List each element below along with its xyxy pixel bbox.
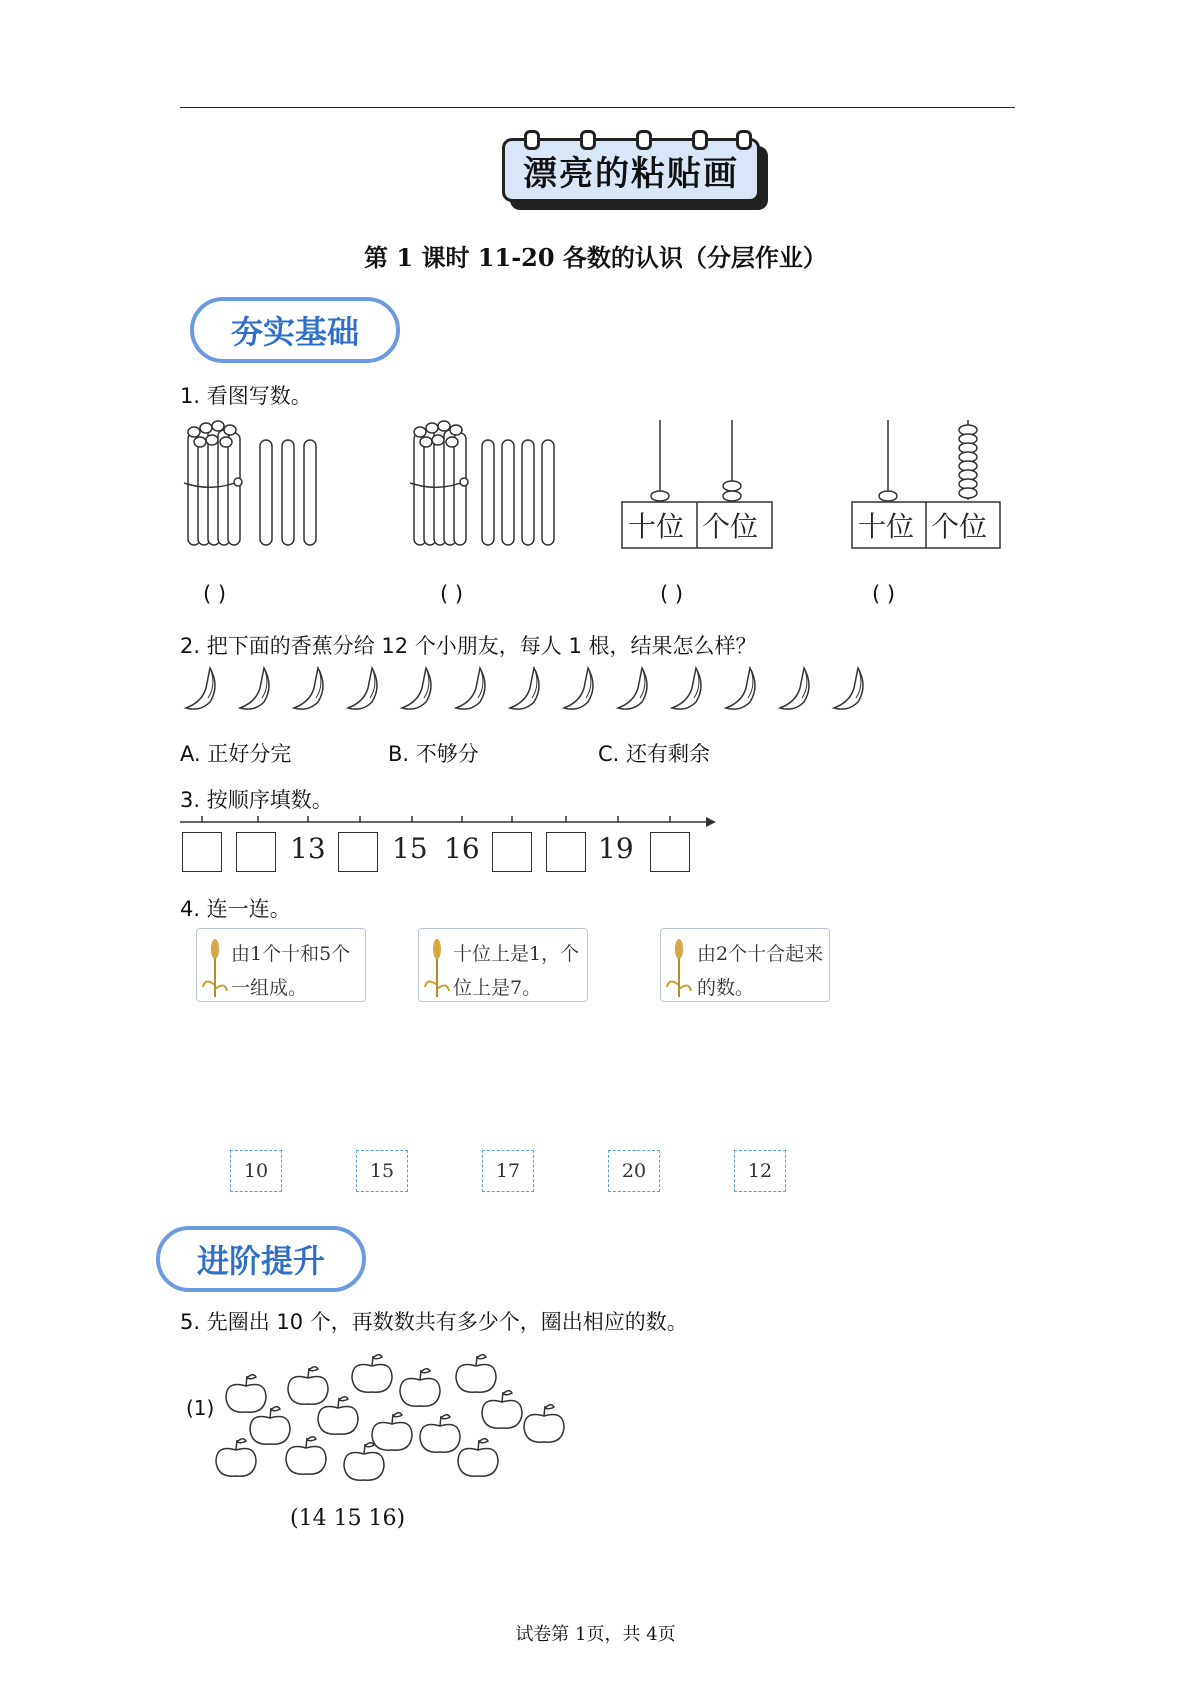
apple-icon [226, 1375, 266, 1412]
sequence-row [182, 832, 702, 876]
stick-bundle-2-icon [410, 421, 554, 545]
match-card-3[interactable] [660, 928, 830, 1002]
apple-icon [352, 1355, 392, 1392]
unit-title-banner [502, 138, 770, 212]
match-number-1[interactable]: 10 [230, 1150, 282, 1192]
apple-icon [400, 1369, 440, 1406]
abacus-1-icon [622, 420, 772, 548]
wheat-icon [665, 937, 693, 999]
q4-prompt: 4. 连一连。 [180, 897, 291, 921]
match-number-3[interactable]: 17 [482, 1150, 534, 1192]
abacus-1-ones-label: 个位 [702, 510, 759, 543]
lesson-title: 第 1 课时 11-20 各数的认识（分层作业） [364, 243, 827, 272]
q2-prompt: 2. 把下面的香蕉分给 12 个小朋友，每人 1 根，结果怎么样？ [180, 634, 757, 658]
banana-icon [834, 668, 863, 709]
single-sticks-4-icon [260, 440, 316, 545]
q1-answer-blank-2[interactable]: ( ) [440, 582, 464, 606]
banana-row [180, 664, 880, 714]
apple-group [210, 1338, 580, 1478]
sequence-blank-box[interactable] [546, 832, 586, 872]
banana-icon [510, 668, 539, 709]
section-banner-basic: 夯实基础 [190, 297, 400, 363]
wheat-icon [201, 937, 229, 999]
banana-icon [726, 668, 755, 709]
sequence-blank-box[interactable] [338, 832, 378, 872]
banana-icon [240, 668, 269, 709]
apple-icon [286, 1437, 326, 1474]
q5-part-label: (1) [186, 1396, 215, 1420]
sequence-blank-box[interactable] [236, 832, 276, 872]
stick-bundle-1-icon [184, 421, 242, 545]
section-banner-advanced: 进阶提升 [156, 1226, 366, 1292]
apple-icon [216, 1439, 256, 1476]
match-card-2-text: 十位上是1，个位上是7。 [453, 943, 580, 999]
top-rule [180, 107, 1015, 108]
apple-icon [458, 1439, 498, 1476]
match-number-4[interactable]: 20 [608, 1150, 660, 1192]
q1-prompt: 1. 看图写数。 [180, 384, 312, 408]
apple-icon [288, 1367, 328, 1404]
sequence-number: 16 [444, 832, 480, 865]
q2-option-b[interactable]: B. 不够分 [388, 742, 479, 766]
abacus-1-tens-label: 十位 [628, 510, 685, 543]
q3-prompt: 3. 按顺序填数。 [180, 788, 333, 812]
sequence-blank-box[interactable] [492, 832, 532, 872]
q2-option-a[interactable]: A. 正好分完 [180, 742, 292, 766]
apple-icon [318, 1397, 358, 1434]
abacus-2-ones-label: 个位 [931, 510, 988, 543]
q1-pictures [180, 418, 988, 558]
apple-icon [372, 1413, 412, 1450]
sequence-blank-box[interactable] [650, 832, 690, 872]
apple-icon [420, 1415, 460, 1452]
q1-answer-blank-1[interactable]: ( ) [203, 582, 227, 606]
match-card-3-text: 由2个十合起来的数。 [697, 943, 824, 999]
match-card-1[interactable] [196, 928, 366, 1002]
q2-option-c[interactable]: C. 还有剩余 [598, 742, 711, 766]
unit-title: 漂亮的粘贴画 [502, 138, 760, 202]
banana-icon [564, 668, 593, 709]
q5-prompt: 5. 先圈出 10 个，再数数共有多少个，圈出相应的数。 [180, 1310, 688, 1334]
q1-answer-blank-3[interactable]: ( ) [660, 582, 684, 606]
banana-icon [402, 668, 431, 709]
apple-icon [524, 1405, 564, 1442]
banana-icon [780, 668, 809, 709]
abacus-2-icon [852, 420, 1000, 548]
banana-icon [294, 668, 323, 709]
match-card-2[interactable] [418, 928, 588, 1002]
sequence-number: 13 [290, 832, 326, 865]
q5-answer-choices[interactable]: (14 15 16) [290, 1506, 406, 1531]
match-card-1-text: 由1个十和5个一组成。 [231, 943, 351, 999]
q1-answer-blank-4[interactable]: ( ) [872, 582, 896, 606]
abacus-2-tens-label: 十位 [858, 510, 915, 543]
sequence-number: 15 [392, 832, 428, 865]
banana-icon [348, 668, 377, 709]
page-footer: 试卷第 1页，共 4页 [515, 1624, 676, 1645]
banana-icon [186, 668, 215, 709]
sequence-blank-box[interactable] [182, 832, 222, 872]
wheat-icon [423, 937, 451, 999]
apple-icon [482, 1391, 522, 1428]
banana-icon [672, 668, 701, 709]
banana-icon [456, 668, 485, 709]
sequence-number: 19 [598, 832, 634, 865]
banana-icon [618, 668, 647, 709]
match-number-2[interactable]: 15 [356, 1150, 408, 1192]
apple-icon [456, 1355, 496, 1392]
match-number-5[interactable]: 12 [734, 1150, 786, 1192]
apple-icon [250, 1407, 290, 1444]
